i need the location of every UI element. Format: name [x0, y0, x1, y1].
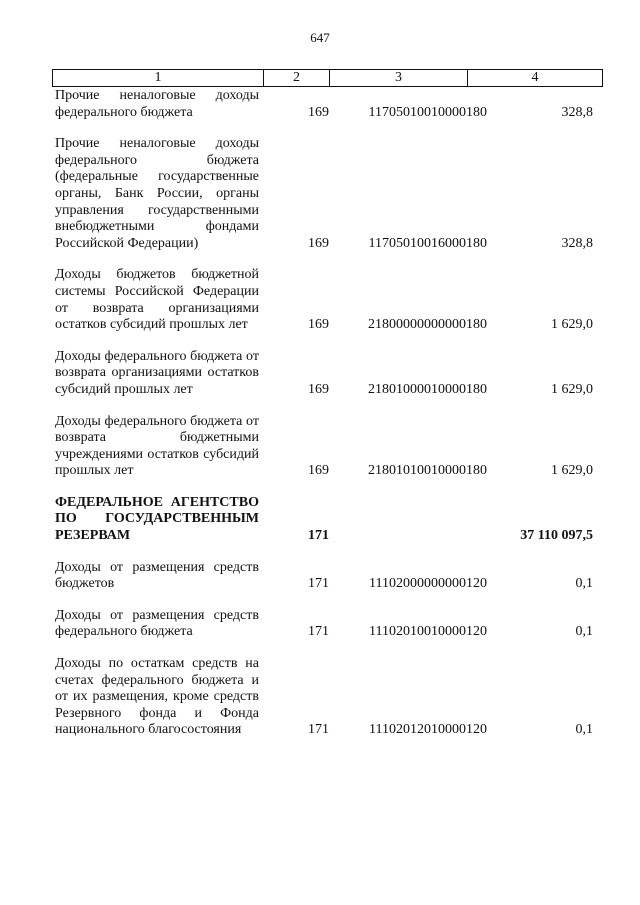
header-col-4: 4 — [531, 70, 539, 85]
table-body — [55, 88, 595, 739]
table-row — [55, 88, 595, 121]
table-row — [55, 656, 595, 739]
table-row — [55, 495, 595, 545]
row-kbk: 11705010016000180 — [368, 235, 487, 251]
row-amount: 1 629,0 — [551, 463, 593, 479]
page-number: 647 — [310, 30, 330, 45]
row-kbk: 11102010010000120 — [369, 624, 487, 640]
row-name: ФЕДЕРАЛЬНОЕ АГЕНТСТВО ПО ГОСУДАРСТВЕННЫМ РЕЗЕРВАМ — [55, 494, 259, 544]
row-amount: 328,8 — [561, 104, 593, 120]
table-header — [52, 69, 603, 87]
table-row — [55, 267, 595, 333]
header-col-2: 2 — [264, 70, 330, 86]
row-amount: 0,1 — [575, 624, 593, 640]
row-name: Доходы от размещения средств бюджетов — [55, 559, 259, 592]
row-code: 169 — [308, 381, 329, 397]
row-kbk: 21800000000000180 — [368, 317, 487, 333]
row-code: 171 — [308, 528, 329, 544]
row-kbk: 11102012010000120 — [369, 722, 487, 738]
table-row — [55, 560, 595, 593]
row-kbk: 11102000000000120 — [369, 576, 487, 592]
row-code: 169 — [308, 235, 329, 251]
row-amount: 0,1 — [575, 576, 593, 592]
row-amount: 37 110 097,5 — [520, 528, 593, 544]
row-code: 169 — [308, 463, 329, 479]
row-name: Доходы бюджетов бюджетной системы Российской Федерации от возврата организациями остатков субсидий прошлых лет — [55, 267, 259, 333]
table-row — [55, 608, 595, 641]
row-kbk: 21801010010000180 — [368, 463, 487, 479]
row-code: 171 — [308, 624, 329, 640]
row-name: Прочие неналоговые доходы федерального бюджета — [55, 88, 259, 120]
row-code: 171 — [308, 576, 329, 592]
row-code: 171 — [308, 722, 329, 738]
row-name: Доходы от размещения средств федерального бюджета — [55, 607, 259, 640]
row-amount: 328,8 — [561, 235, 593, 251]
header-col-3: 3 — [330, 70, 468, 86]
row-amount: 1 629,0 — [551, 317, 593, 333]
row-kbk: 11705010010000180 — [368, 104, 487, 120]
row-name: Доходы федерального бюджета от возврата бюджетными учреждениями остатков субсидий прошлых лет — [55, 413, 259, 479]
row-code: 169 — [308, 104, 329, 120]
row-name: Доходы по остаткам средств на счетах федерального бюджета и от их размещения, кроме средств Резервного фонда и Фонда национального благосостояния — [55, 656, 259, 738]
row-code: 169 — [308, 317, 329, 333]
row-kbk: 21801000010000180 — [368, 381, 487, 397]
row-name: Доходы федерального бюджета от возврата организациями остатков субсидий прошлых лет — [55, 348, 259, 397]
table-row — [55, 136, 595, 252]
row-amount: 0,1 — [575, 722, 593, 738]
table-row — [55, 349, 595, 399]
row-amount: 1 629,0 — [551, 381, 593, 397]
header-col-1: 1 — [53, 70, 264, 86]
table-row — [55, 414, 595, 480]
row-name: Прочие неналоговые доходы федерального бюджета (федеральные государственные органы, Банк России, органы управления государственными внебюджетными фондами Российской Федерации) — [55, 136, 259, 251]
